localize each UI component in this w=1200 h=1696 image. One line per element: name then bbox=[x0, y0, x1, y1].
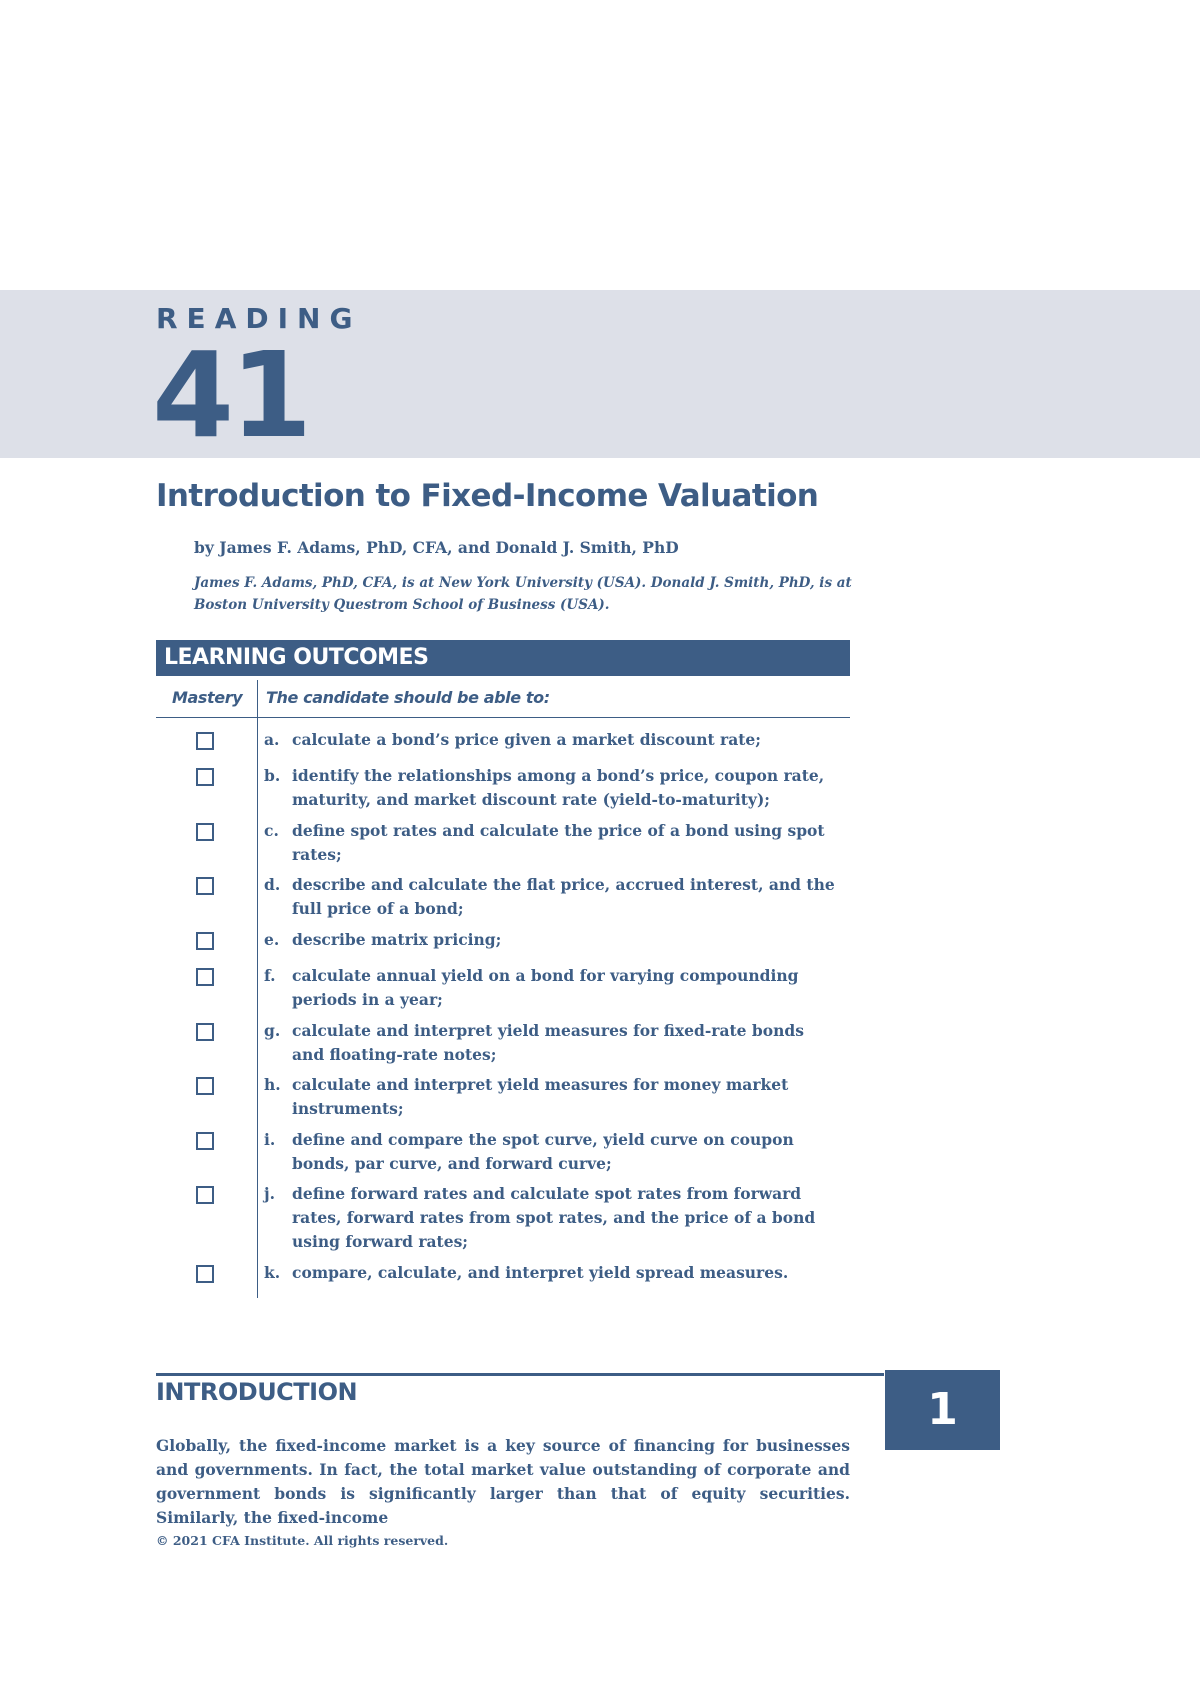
outcome-text: compare, calculate, and interpret yield spread measures. bbox=[292, 1263, 789, 1282]
outcome-letter: h. bbox=[264, 1075, 281, 1094]
mastery-checkbox[interactable] bbox=[196, 732, 214, 750]
mastery-checkbox[interactable] bbox=[196, 877, 214, 895]
section-number-badge: 1 bbox=[885, 1370, 1000, 1450]
reading-number: 41 bbox=[152, 326, 309, 464]
mastery-checkbox[interactable] bbox=[196, 1186, 214, 1204]
introduction-rule bbox=[156, 1373, 884, 1376]
mastery-checkbox[interactable] bbox=[196, 1265, 214, 1283]
outcome-letter: k. bbox=[264, 1263, 281, 1282]
outcome-text: calculate a bond’s price given a market discount rate; bbox=[292, 730, 761, 749]
outcome-letter: f. bbox=[264, 966, 276, 985]
outcome-letter: i. bbox=[264, 1130, 276, 1149]
mastery-checkbox[interactable] bbox=[196, 968, 214, 986]
outcome-letter: g. bbox=[264, 1021, 281, 1040]
outcome-text: calculate annual yield on a bond for varying compounding periods in a year; bbox=[292, 966, 799, 1009]
outcome-letter: e. bbox=[264, 930, 280, 949]
learning-outcomes-column-divider bbox=[257, 680, 258, 1298]
page-title: Introduction to Fixed-Income Valuation bbox=[156, 478, 819, 514]
candidate-column-header: The candidate should be able to: bbox=[266, 688, 550, 707]
outcome-text: define spot rates and calculate the price of a bond using spot rates; bbox=[292, 821, 825, 864]
reading-label: READING bbox=[156, 302, 362, 335]
mastery-checkbox[interactable] bbox=[196, 932, 214, 950]
introduction-body: Globally, the fixed-income market is a key source of financing for businesses and governments. In fact, the total market value outstanding of corporate and government bonds is significantly larger than that of equity securities. Similarly, the fixed-income bbox=[156, 1436, 850, 1527]
outcome-text: calculate and interpret yield measures for fixed-rate bonds and floating-rate notes; bbox=[292, 1021, 804, 1064]
outcome-text: calculate and interpret yield measures for money market instruments; bbox=[292, 1075, 789, 1118]
mastery-checkbox[interactable] bbox=[196, 1077, 214, 1095]
byline: by James F. Adams, PhD, CFA, and Donald J. Smith, PhD bbox=[194, 538, 679, 557]
introduction-heading: INTRODUCTION bbox=[156, 1378, 358, 1406]
mastery-checkbox[interactable] bbox=[196, 823, 214, 841]
outcome-text: define and compare the spot curve, yield curve on coupon bonds, par curve, and forward curve; bbox=[292, 1130, 794, 1173]
outcome-text: describe matrix pricing; bbox=[292, 930, 502, 949]
learning-outcomes-heading: LEARNING OUTCOMES bbox=[156, 640, 850, 676]
outcome-letter: d. bbox=[264, 875, 281, 894]
outcome-text: describe and calculate the flat price, accrued interest, and the full price of a bond; bbox=[292, 875, 835, 918]
learning-outcomes-header-rule bbox=[156, 717, 850, 718]
mastery-column-header: Mastery bbox=[172, 688, 243, 707]
outcome-letter: b. bbox=[264, 766, 281, 785]
mastery-checkbox[interactable] bbox=[196, 768, 214, 786]
outcome-letter: j. bbox=[264, 1184, 276, 1203]
outcome-letter: a. bbox=[264, 730, 280, 749]
mastery-checkbox[interactable] bbox=[196, 1023, 214, 1041]
outcome-letter: c. bbox=[264, 821, 279, 840]
copyright-notice: © 2021 CFA Institute. All rights reserved. bbox=[156, 1533, 449, 1548]
outcome-text: identify the relationships among a bond’s price, coupon rate, maturity, and market discount rate (yield-to-maturity); bbox=[292, 766, 825, 809]
author-affiliation: James F. Adams, PhD, CFA, is at New York University (USA). Donald J. Smith, PhD, is at Boston University Questrom School of Business (USA). bbox=[194, 575, 852, 613]
outcome-text: define forward rates and calculate spot rates from forward rates, forward rates from spot rates, and the price of a bond using forward rates; bbox=[292, 1184, 816, 1251]
mastery-checkbox[interactable] bbox=[196, 1132, 214, 1150]
